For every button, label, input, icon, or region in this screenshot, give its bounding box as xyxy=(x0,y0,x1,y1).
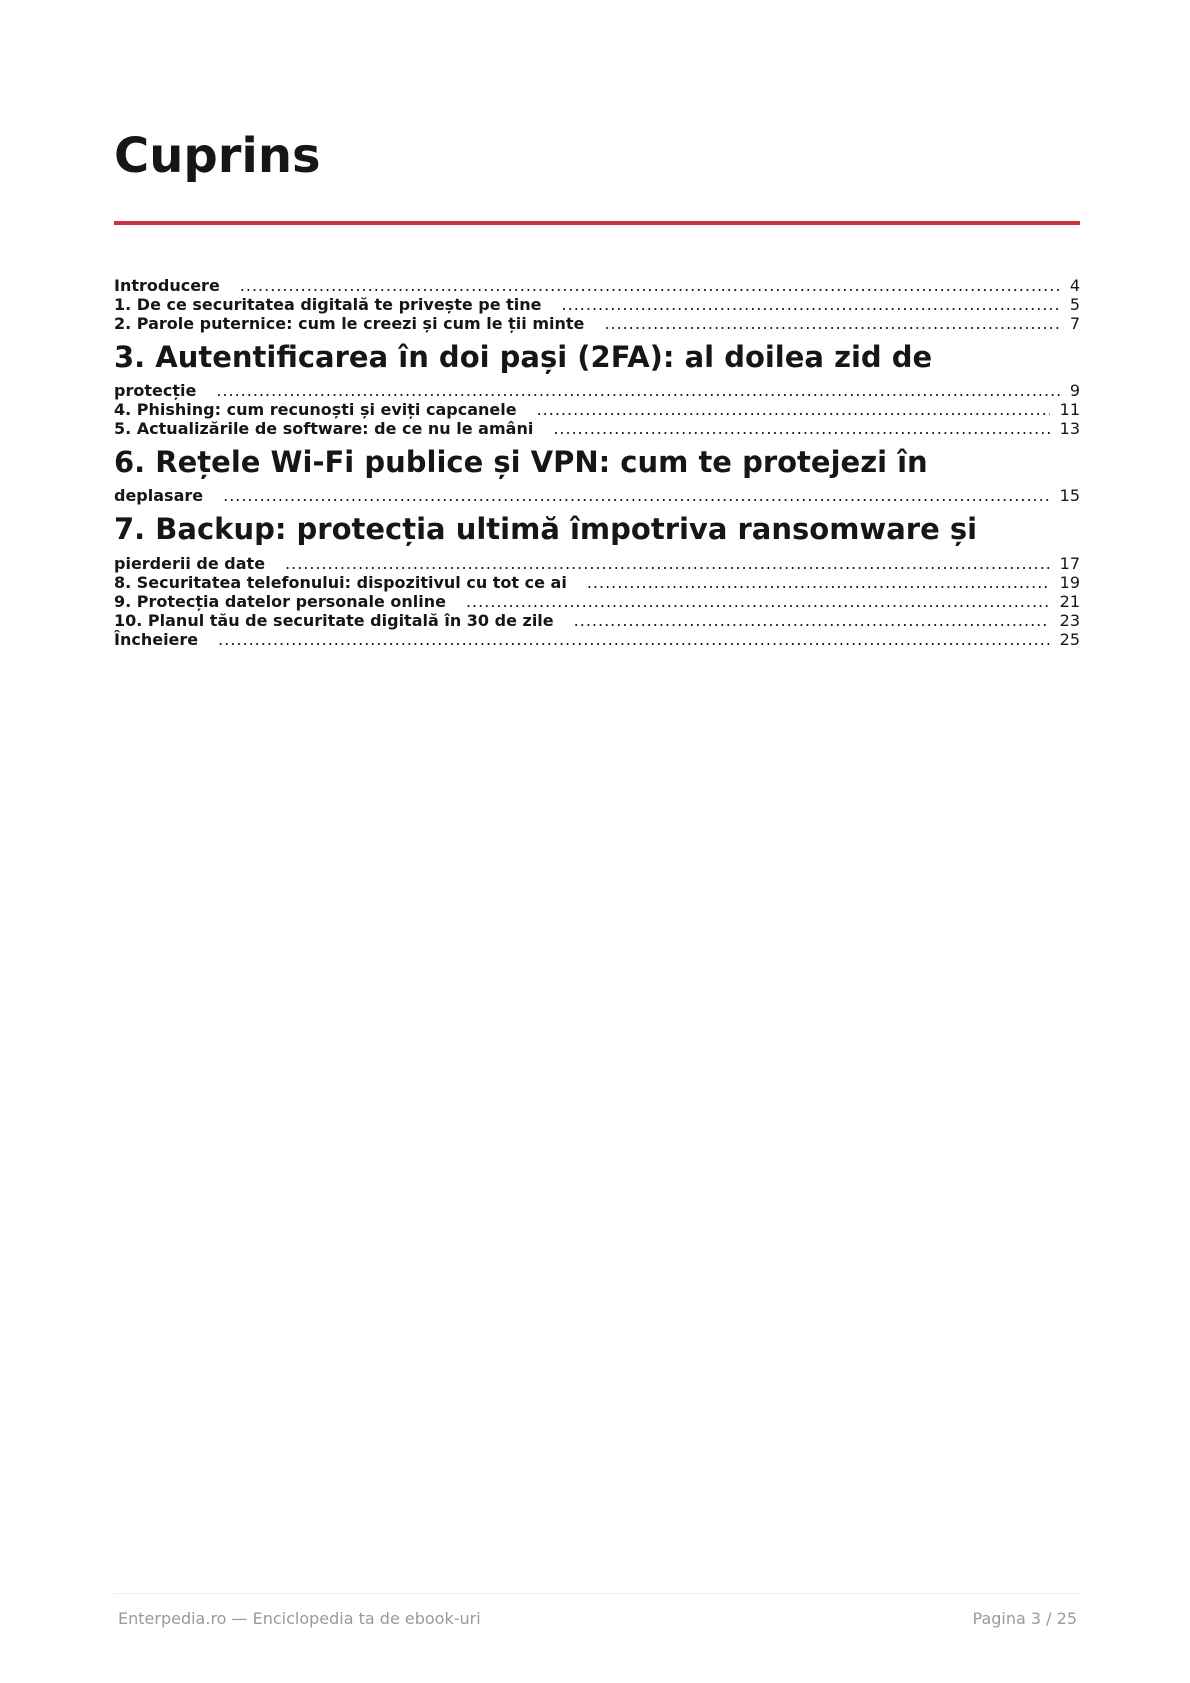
dot-leader xyxy=(587,573,1050,592)
toc-entry-title: 4. Phishing: cum recunoști și eviți capcanele xyxy=(114,400,517,420)
toc-entry-page: 23 xyxy=(1059,610,1080,630)
dot-leader xyxy=(604,314,1059,333)
toc-entry-page: 13 xyxy=(1059,419,1080,439)
toc-entry-title: 10. Planul tău de securitate digitală în 30 de zile xyxy=(114,610,554,630)
toc-entry-page: 25 xyxy=(1059,629,1080,649)
toc-entry-chapter-3[interactable] xyxy=(114,333,1080,400)
dot-leader xyxy=(218,630,1049,649)
toc-entry-page: 7 xyxy=(1069,314,1080,333)
toc-entry-chapter-7[interactable] xyxy=(114,505,1080,572)
toc-entry-title: Încheiere xyxy=(114,629,199,649)
dot-leader xyxy=(223,486,1050,505)
toc-entry-page: 9 xyxy=(1069,381,1080,401)
dot-leader xyxy=(240,276,1060,295)
dot-leader xyxy=(537,400,1050,419)
toc-entry-title: 1. De ce securitatea digitală te privește pe tine xyxy=(114,295,542,314)
toc-entry-chapter-4[interactable] xyxy=(114,400,1080,419)
toc-entry-title-line1: 3. Autentificarea în doi pași (2FA): al doilea zid de xyxy=(114,340,933,374)
toc-entry-title: Introducere xyxy=(114,276,220,295)
dot-leader xyxy=(562,295,1060,314)
toc-entry-title: 2. Parole puternice: cum le creezi și cum le ții minte xyxy=(114,314,585,333)
toc-entry-chapter-9[interactable] xyxy=(114,592,1080,611)
toc-entry-title-line1: 6. Rețele Wi-Fi publice și VPN: cum te protejezi în xyxy=(114,445,928,480)
toc-entry-introducere[interactable] xyxy=(114,276,1080,295)
dot-leader xyxy=(285,554,1050,573)
toc-entry-chapter-5[interactable] xyxy=(114,419,1080,438)
toc-entry-incheiere[interactable] xyxy=(114,630,1080,649)
toc-entry-title: pierderii de date xyxy=(114,553,266,573)
toc-entry-title: 9. Protecția datelor personale online xyxy=(114,591,446,611)
dot-leader xyxy=(216,381,1060,400)
toc-entry-title: protecție xyxy=(114,381,197,401)
toc-entry-title-line1: 7. Backup: protecția ultimă împotriva ransomware și xyxy=(114,512,978,547)
toc-entry-page: 19 xyxy=(1059,572,1080,592)
table-of-contents xyxy=(114,276,1080,649)
footer-divider xyxy=(114,1593,1080,1594)
toc-entry-title: 5. Actualizările de software: de ce nu le amâni xyxy=(114,419,534,439)
footer-site-name: Enterpedia.ro — Enciclopedia ta de ebook-uri xyxy=(118,1609,481,1628)
toc-entry-chapter-1[interactable] xyxy=(114,295,1080,314)
footer-page-number: Pagina 3 / 25 xyxy=(972,1609,1077,1628)
dot-leader xyxy=(574,611,1050,630)
toc-entry-page: 5 xyxy=(1069,295,1080,314)
toc-entry-page: 11 xyxy=(1059,400,1080,420)
page-title: Cuprins xyxy=(114,128,321,184)
toc-entry-page: 17 xyxy=(1059,553,1080,573)
toc-entry-chapter-6[interactable] xyxy=(114,438,1080,505)
toc-entry-page: 15 xyxy=(1059,486,1080,506)
dot-leader xyxy=(553,419,1049,438)
toc-entry-title: deplasare xyxy=(114,486,204,506)
title-divider xyxy=(114,221,1080,225)
toc-entry-page: 21 xyxy=(1059,591,1080,611)
toc-entry-chapter-10[interactable] xyxy=(114,611,1080,630)
toc-entry-title: 8. Securitatea telefonului: dispozitivul cu tot ce ai xyxy=(114,572,567,592)
dot-leader xyxy=(466,592,1050,611)
toc-entry-chapter-8[interactable] xyxy=(114,573,1080,592)
toc-entry-page: 4 xyxy=(1069,276,1080,295)
toc-entry-chapter-2[interactable] xyxy=(114,314,1080,333)
